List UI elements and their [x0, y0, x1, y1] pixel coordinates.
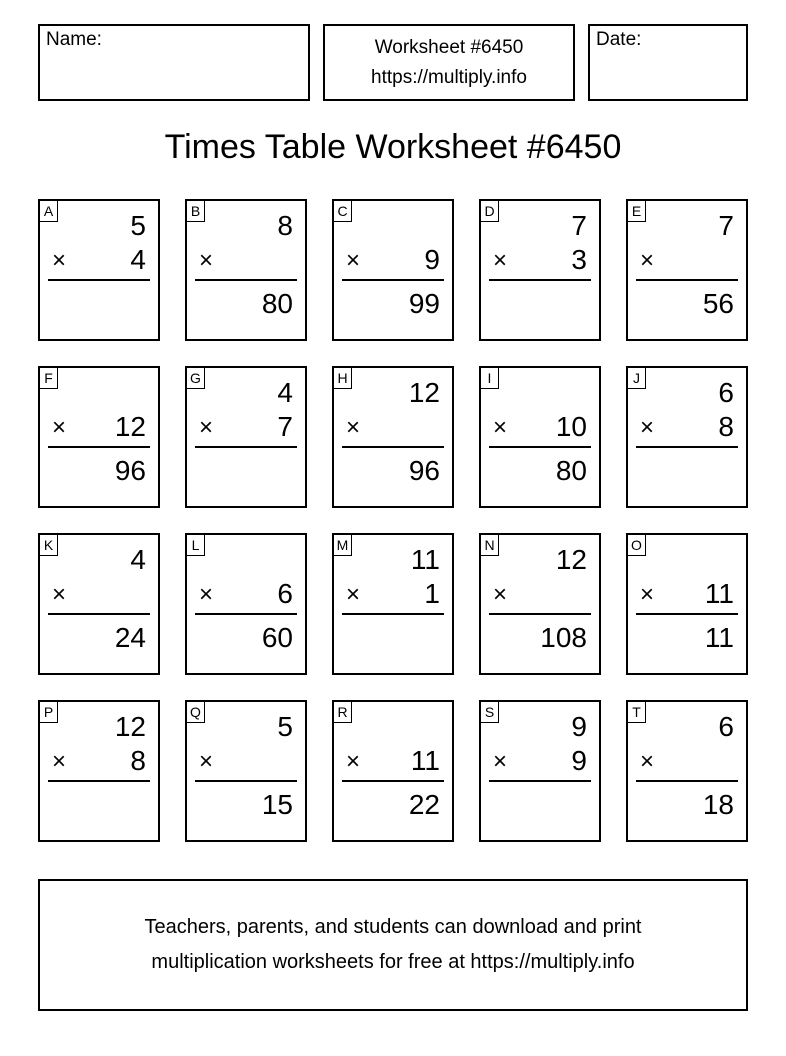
problem-card[interactable]: [185, 533, 307, 675]
problem-card[interactable]: [479, 366, 601, 508]
answer-line: [489, 613, 591, 615]
problem-letter: R: [333, 701, 352, 723]
multiplier: 7: [277, 411, 293, 442]
problem-letter: D: [480, 200, 499, 222]
page-title: Times Table Worksheet #6450: [164, 128, 622, 166]
worksheet-id-box: [323, 24, 575, 101]
answer-line: [195, 446, 297, 448]
problem-card[interactable]: [38, 533, 160, 675]
problem-letter: S: [480, 701, 499, 723]
multiplier: 4: [130, 244, 146, 275]
problem-card[interactable]: [479, 533, 601, 675]
product: 56: [702, 288, 734, 319]
product: 96: [408, 455, 440, 486]
problem-card[interactable]: [332, 199, 454, 341]
product: 108: [540, 622, 587, 653]
multiplicand: 6: [718, 377, 734, 408]
times-sign: ×: [346, 581, 361, 608]
problem-letter: F: [39, 367, 58, 389]
product: 24: [114, 622, 146, 653]
multiplier: 8: [130, 745, 146, 776]
problem-card[interactable]: [38, 366, 160, 508]
times-sign: ×: [346, 414, 361, 441]
answer-line: [48, 613, 150, 615]
answer-line: [636, 446, 738, 448]
times-sign: ×: [493, 581, 508, 608]
times-sign: ×: [52, 581, 67, 608]
problem-card[interactable]: [185, 199, 307, 341]
problem-card[interactable]: [38, 199, 160, 341]
problem-card[interactable]: [332, 366, 454, 508]
times-sign: ×: [346, 748, 361, 775]
multiplier: 12: [114, 411, 146, 442]
multiplicand: 7: [571, 210, 587, 241]
problem-letter: Q: [186, 701, 205, 723]
multiplicand: 9: [571, 711, 587, 742]
problem-letter: J: [627, 367, 646, 389]
problem-letter: H: [333, 367, 352, 389]
site-url: https://multiply.info: [371, 66, 527, 88]
answer-line: [342, 613, 444, 615]
problem-letter: N: [480, 534, 499, 556]
product: 11: [704, 622, 734, 653]
times-sign: ×: [640, 748, 655, 775]
times-sign: ×: [52, 414, 67, 441]
multiplicand: 12: [114, 711, 146, 742]
date-label: Date:: [596, 29, 642, 50]
times-sign: ×: [640, 414, 655, 441]
problem-card[interactable]: [332, 700, 454, 842]
times-sign: ×: [199, 581, 214, 608]
product: 22: [408, 789, 440, 820]
footer-box: [38, 879, 748, 1011]
product: 15: [261, 789, 293, 820]
answer-line: [342, 780, 444, 782]
footer-line-2: multiplication worksheets for free at https://multiply.info: [151, 951, 635, 973]
answer-line: [636, 279, 738, 281]
multiplier: 9: [571, 745, 587, 776]
answer-line: [636, 613, 738, 615]
problem-card[interactable]: [38, 700, 160, 842]
problem-letter: M: [333, 534, 352, 556]
multiplicand: 12: [408, 377, 440, 408]
worksheet-id: Worksheet #6450: [374, 36, 524, 58]
times-sign: ×: [199, 247, 214, 274]
multiplier: 6: [277, 578, 293, 609]
problem-card[interactable]: [626, 700, 748, 842]
date-field[interactable]: [588, 24, 748, 101]
footer-line-1: Teachers, parents, and students can download and print: [144, 916, 642, 938]
problem-letter: T: [627, 701, 646, 723]
answer-line: [48, 780, 150, 782]
multiplicand: 4: [277, 377, 293, 408]
multiplier: 9: [424, 244, 440, 275]
answer-line: [48, 446, 150, 448]
times-sign: ×: [493, 414, 508, 441]
multiplicand: 11: [410, 544, 440, 575]
answer-line: [342, 446, 444, 448]
problem-letter: G: [186, 367, 205, 389]
problem-card[interactable]: [626, 533, 748, 675]
problem-letter: B: [186, 200, 205, 222]
multiplicand: 12: [555, 544, 587, 575]
problem-letter: E: [627, 200, 646, 222]
multiplier: 1: [424, 578, 440, 609]
times-sign: ×: [640, 247, 655, 274]
product: 96: [114, 455, 146, 486]
problem-letter: K: [39, 534, 58, 556]
multiplicand: 4: [130, 544, 146, 575]
multiplier: 10: [555, 411, 587, 442]
answer-line: [195, 613, 297, 615]
name-label: Name:: [46, 29, 102, 50]
product: 80: [555, 455, 587, 486]
times-sign: ×: [199, 748, 214, 775]
answer-line: [48, 279, 150, 281]
problem-letter: I: [480, 367, 499, 389]
multiplicand: 5: [130, 210, 146, 241]
problem-letter: C: [333, 200, 352, 222]
problem-card[interactable]: [185, 700, 307, 842]
problem-letter: L: [186, 534, 205, 556]
problem-card[interactable]: [185, 366, 307, 508]
multiplier: 8: [718, 411, 734, 442]
problem-letter: P: [39, 701, 58, 723]
answer-line: [489, 446, 591, 448]
product: 99: [408, 288, 440, 319]
multiplier: 11: [704, 578, 734, 609]
product: 80: [261, 288, 293, 319]
times-sign: ×: [199, 414, 214, 441]
name-field[interactable]: [38, 24, 310, 101]
multiplicand: 7: [718, 210, 734, 241]
product: 18: [702, 789, 734, 820]
problem-letter: O: [627, 534, 646, 556]
times-sign: ×: [346, 247, 361, 274]
multiplicand: 5: [277, 711, 293, 742]
answer-line: [342, 279, 444, 281]
multiplicand: 8: [277, 210, 293, 241]
problem-card[interactable]: [479, 199, 601, 341]
answer-line: [195, 780, 297, 782]
problem-letter: A: [39, 200, 58, 222]
multiplier: 11: [410, 745, 440, 776]
problem-card[interactable]: [479, 700, 601, 842]
answer-line: [636, 780, 738, 782]
multiplier: 3: [571, 244, 587, 275]
problem-card[interactable]: [626, 199, 748, 341]
times-sign: ×: [52, 748, 67, 775]
answer-line: [195, 279, 297, 281]
problem-card[interactable]: [332, 533, 454, 675]
product: 60: [261, 622, 293, 653]
answer-line: [489, 279, 591, 281]
multiplicand: 6: [718, 711, 734, 742]
answer-line: [489, 780, 591, 782]
problem-card[interactable]: [626, 366, 748, 508]
times-sign: ×: [493, 247, 508, 274]
times-sign: ×: [52, 247, 67, 274]
times-sign: ×: [493, 748, 508, 775]
times-sign: ×: [640, 581, 655, 608]
